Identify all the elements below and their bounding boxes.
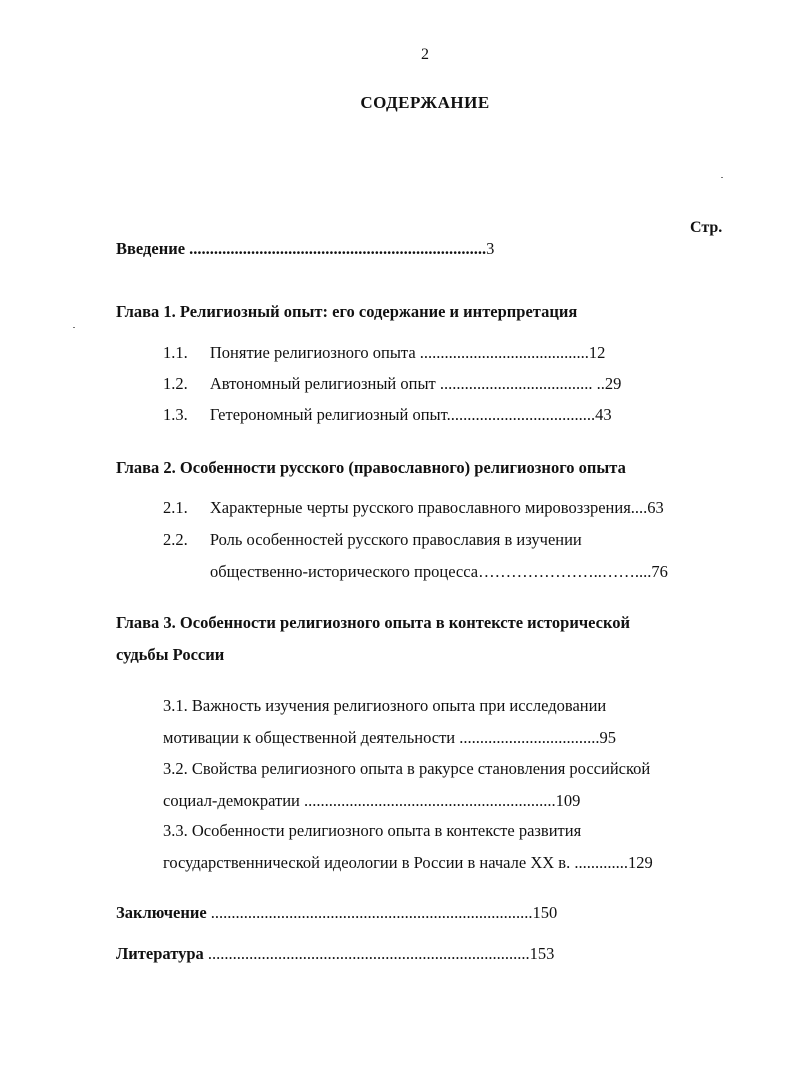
toc-dots: ........................................................................ [189, 239, 487, 258]
chapter-1-title[interactable]: Глава 1. Религиозный опыт: его содержание и интерпретация [116, 302, 578, 321]
toc-entry-literature[interactable] [116, 944, 554, 964]
toc-entry-1-1[interactable] [163, 343, 605, 363]
section-title: Гетерономный религиозный опыт [209, 405, 447, 424]
page-number: 2 [421, 46, 429, 63]
toc-entry-intro[interactable] [116, 239, 494, 259]
toc-entry-3-2-continuation[interactable] [163, 791, 580, 811]
page-column-label: Стр. [690, 219, 723, 236]
toc-entry-label: Заключение [116, 903, 207, 922]
toc-dots: …………………..…….... [478, 562, 652, 581]
toc-dots: ......................................... [419, 343, 589, 362]
toc-page-number: 95 [599, 728, 617, 747]
toc-dots: ..................................... .. [439, 374, 605, 393]
toc-dots: .............................................................................. [210, 903, 533, 922]
toc-dots: .................................. [459, 728, 600, 747]
toc-page-number: 12 [588, 343, 606, 362]
toc-entry-3-1-continuation[interactable] [163, 728, 616, 748]
toc-entry-3-2[interactable]: 3.2. Свойства религиозного опыта в ракурсе становления российской [163, 759, 651, 778]
section-title: Понятие религиозного опыта [209, 343, 416, 362]
toc-entry-2-1[interactable] [163, 498, 664, 518]
toc-dots: .... [630, 498, 648, 517]
toc-entry-3-1[interactable]: 3.1. Важность изучения религиозного опыта при исследовании [163, 696, 607, 715]
toc-entry-3-3[interactable]: 3.3. Особенности религиозного опыта в контексте развития [163, 821, 582, 840]
toc-page-number: 129 [627, 853, 653, 872]
toc-entry-1-3[interactable] [163, 405, 612, 425]
toc-dots: .............................................................................. [207, 944, 530, 963]
section-number: 2.2. [163, 530, 188, 549]
toc-entry-2-2-continuation[interactable] [210, 562, 668, 582]
toc-page-number: 43 [595, 405, 612, 424]
toc-entry-conclusion[interactable] [116, 903, 557, 923]
toc-entry-3-3-continuation[interactable] [163, 853, 653, 873]
scan-speck [73, 327, 75, 328]
chapter-2-title[interactable]: Глава 2. Особенности русского (православного) религиозного опыта [116, 458, 626, 477]
toc-entry-1-2[interactable] [163, 374, 621, 394]
toc-page-number: 29 [604, 374, 622, 393]
section-title-continuation: социал-демократии [163, 791, 300, 810]
toc-entry-label: Литература [116, 944, 204, 963]
toc-page-number: 63 [647, 498, 664, 517]
toc-page-number: 153 [529, 944, 555, 963]
toc-dots: ............................................................. [304, 791, 556, 810]
section-title-continuation: государственнической идеологии в России в начале XX в. [163, 853, 571, 872]
toc-page-number: 3 [486, 239, 495, 258]
toc-page-number: 76 [651, 562, 668, 581]
page-title: СОДЕРЖАНИЕ [360, 93, 490, 112]
section-number: 1.3. [163, 405, 188, 424]
toc-entry-2-2[interactable] [163, 530, 582, 550]
section-number: 1.1. [163, 343, 188, 362]
section-title-continuation: общественно-исторического процесса [210, 562, 479, 581]
toc-dots: .................................... [446, 405, 596, 424]
section-number: 2.1. [163, 498, 188, 517]
section-title: Роль особенностей русского православия в изучении [209, 530, 582, 549]
toc-page-number: 109 [555, 791, 581, 810]
section-title: Автономный религиозный опыт [209, 374, 436, 393]
chapter-3-title[interactable]: Глава 3. Особенности религиозного опыта в контексте исторической [116, 613, 631, 632]
section-title-continuation: мотивации к общественной деятельности [163, 728, 456, 747]
section-title: Характерные черты русского православного мировоззрения [209, 498, 631, 517]
chapter-3-title-continuation[interactable]: судьбы России [116, 645, 225, 664]
section-number: 1.2. [163, 374, 188, 393]
toc-entry-label: Введение [116, 239, 186, 258]
toc-dots: ............. [574, 853, 628, 872]
scan-speck [721, 177, 723, 178]
toc-page-number: 150 [532, 903, 558, 922]
